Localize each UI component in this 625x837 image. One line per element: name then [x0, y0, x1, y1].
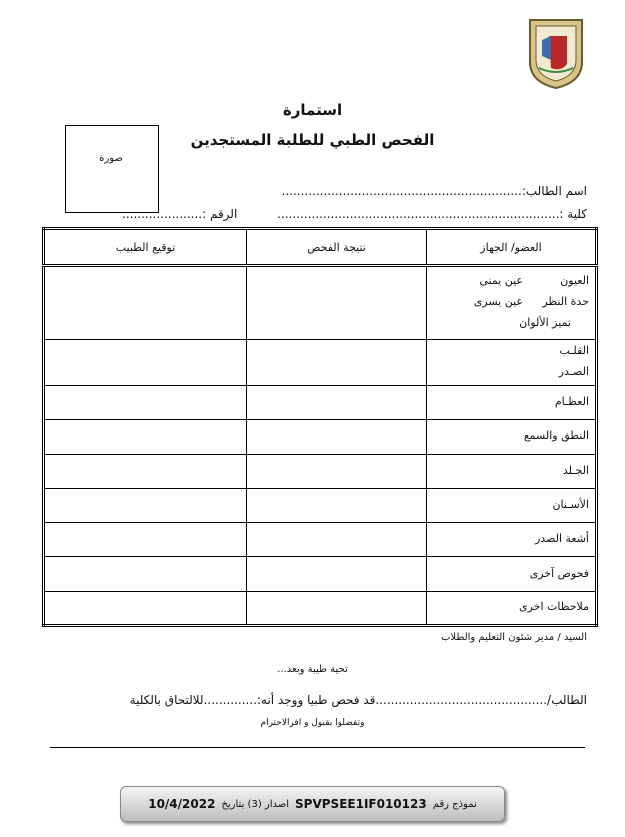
result-cell[interactable]: [247, 420, 427, 454]
form-footer: [120, 786, 505, 822]
exam-table: [42, 227, 598, 627]
signature-cell[interactable]: [44, 488, 247, 522]
left-eye-label: عين يسرى: [473, 295, 523, 309]
result-cell[interactable]: [247, 557, 427, 591]
table-row: [44, 557, 597, 591]
closing-line: وتفضلوا بقبول و افرالاحترام: [260, 718, 365, 728]
chest-label: الصـدر: [558, 365, 589, 379]
recipient-line: السيد / مدير شئون التعليم والطلاب: [441, 632, 587, 643]
issue-date: 10/4/2022: [148, 797, 216, 811]
form-number-label: نموذج رقم: [432, 798, 477, 810]
heart-label: القلـب: [559, 344, 589, 358]
table-row: [44, 523, 597, 557]
form-title: استمارة: [282, 101, 343, 119]
greeting-line: تحية طيبة وبعد...: [277, 664, 348, 675]
result-cell[interactable]: [247, 385, 427, 419]
table-row: [44, 488, 597, 522]
separator-line: [50, 747, 585, 748]
organ-teeth: الأسـنان: [427, 488, 597, 522]
organ-skin: الجـلد: [427, 454, 597, 488]
table-header-row: [44, 229, 597, 266]
result-cell[interactable]: [247, 523, 427, 557]
result-cell[interactable]: [247, 266, 427, 340]
signature-cell[interactable]: [44, 339, 247, 385]
table-row: [44, 385, 597, 419]
result-cell[interactable]: [247, 454, 427, 488]
photo-label: صورة: [99, 153, 123, 164]
form-subtitle: الفحص الطبي للطلبة المستجدين: [190, 131, 435, 149]
photo-box: [65, 125, 159, 213]
result-statement: الطالب/.............................................قد فحص طبيا ووجد أنه:..............للالتحاق بالكلية: [129, 693, 587, 707]
table-row: [44, 420, 597, 454]
issue-label: اصدار (3) بتاريخ: [221, 798, 290, 810]
signature-cell[interactable]: [44, 454, 247, 488]
organ-eyes: [427, 266, 597, 340]
signature-cell[interactable]: [44, 591, 247, 625]
signature-cell[interactable]: [44, 557, 247, 591]
organ-other-tests: فحوص آخرى: [427, 557, 597, 591]
result-cell[interactable]: [247, 591, 427, 625]
student-number-line: الرقم :.....................: [122, 207, 238, 221]
signature-cell[interactable]: [44, 420, 247, 454]
eyes-label: العيون: [560, 274, 589, 288]
form-code: SPVPSEE1IF010123: [295, 797, 427, 811]
table-row: [44, 339, 597, 385]
organ-chest-xray: أشعة الصدر: [427, 523, 597, 557]
color-vision-label: تميز الألوان: [519, 316, 571, 330]
university-logo: [527, 16, 585, 90]
table-row: [44, 266, 597, 340]
table-row: [44, 591, 597, 625]
right-eye-label: عين يمنى: [479, 274, 523, 288]
acuity-label: حدة النظر: [542, 295, 589, 309]
organ-other-notes: ملاحظات اخرى: [427, 591, 597, 625]
organ-speech-hearing: النطق والسمع: [427, 420, 597, 454]
table-row: [44, 454, 597, 488]
signature-cell[interactable]: [44, 385, 247, 419]
signature-cell[interactable]: [44, 523, 247, 557]
header-signature: توقيع الطبيب: [44, 229, 247, 266]
result-cell[interactable]: [247, 488, 427, 522]
faculty-line: كلية :..........................................................................: [277, 207, 587, 221]
signature-cell[interactable]: [44, 266, 247, 340]
header-result: نتيجة الفحص: [247, 229, 427, 266]
student-name-line: اسم الطالب:...............................................................: [281, 184, 587, 198]
organ-bones: العظـام: [427, 385, 597, 419]
organ-heart-chest: [427, 339, 597, 385]
header-organ: العضو/ الجهاز: [427, 229, 597, 266]
result-cell[interactable]: [247, 339, 427, 385]
